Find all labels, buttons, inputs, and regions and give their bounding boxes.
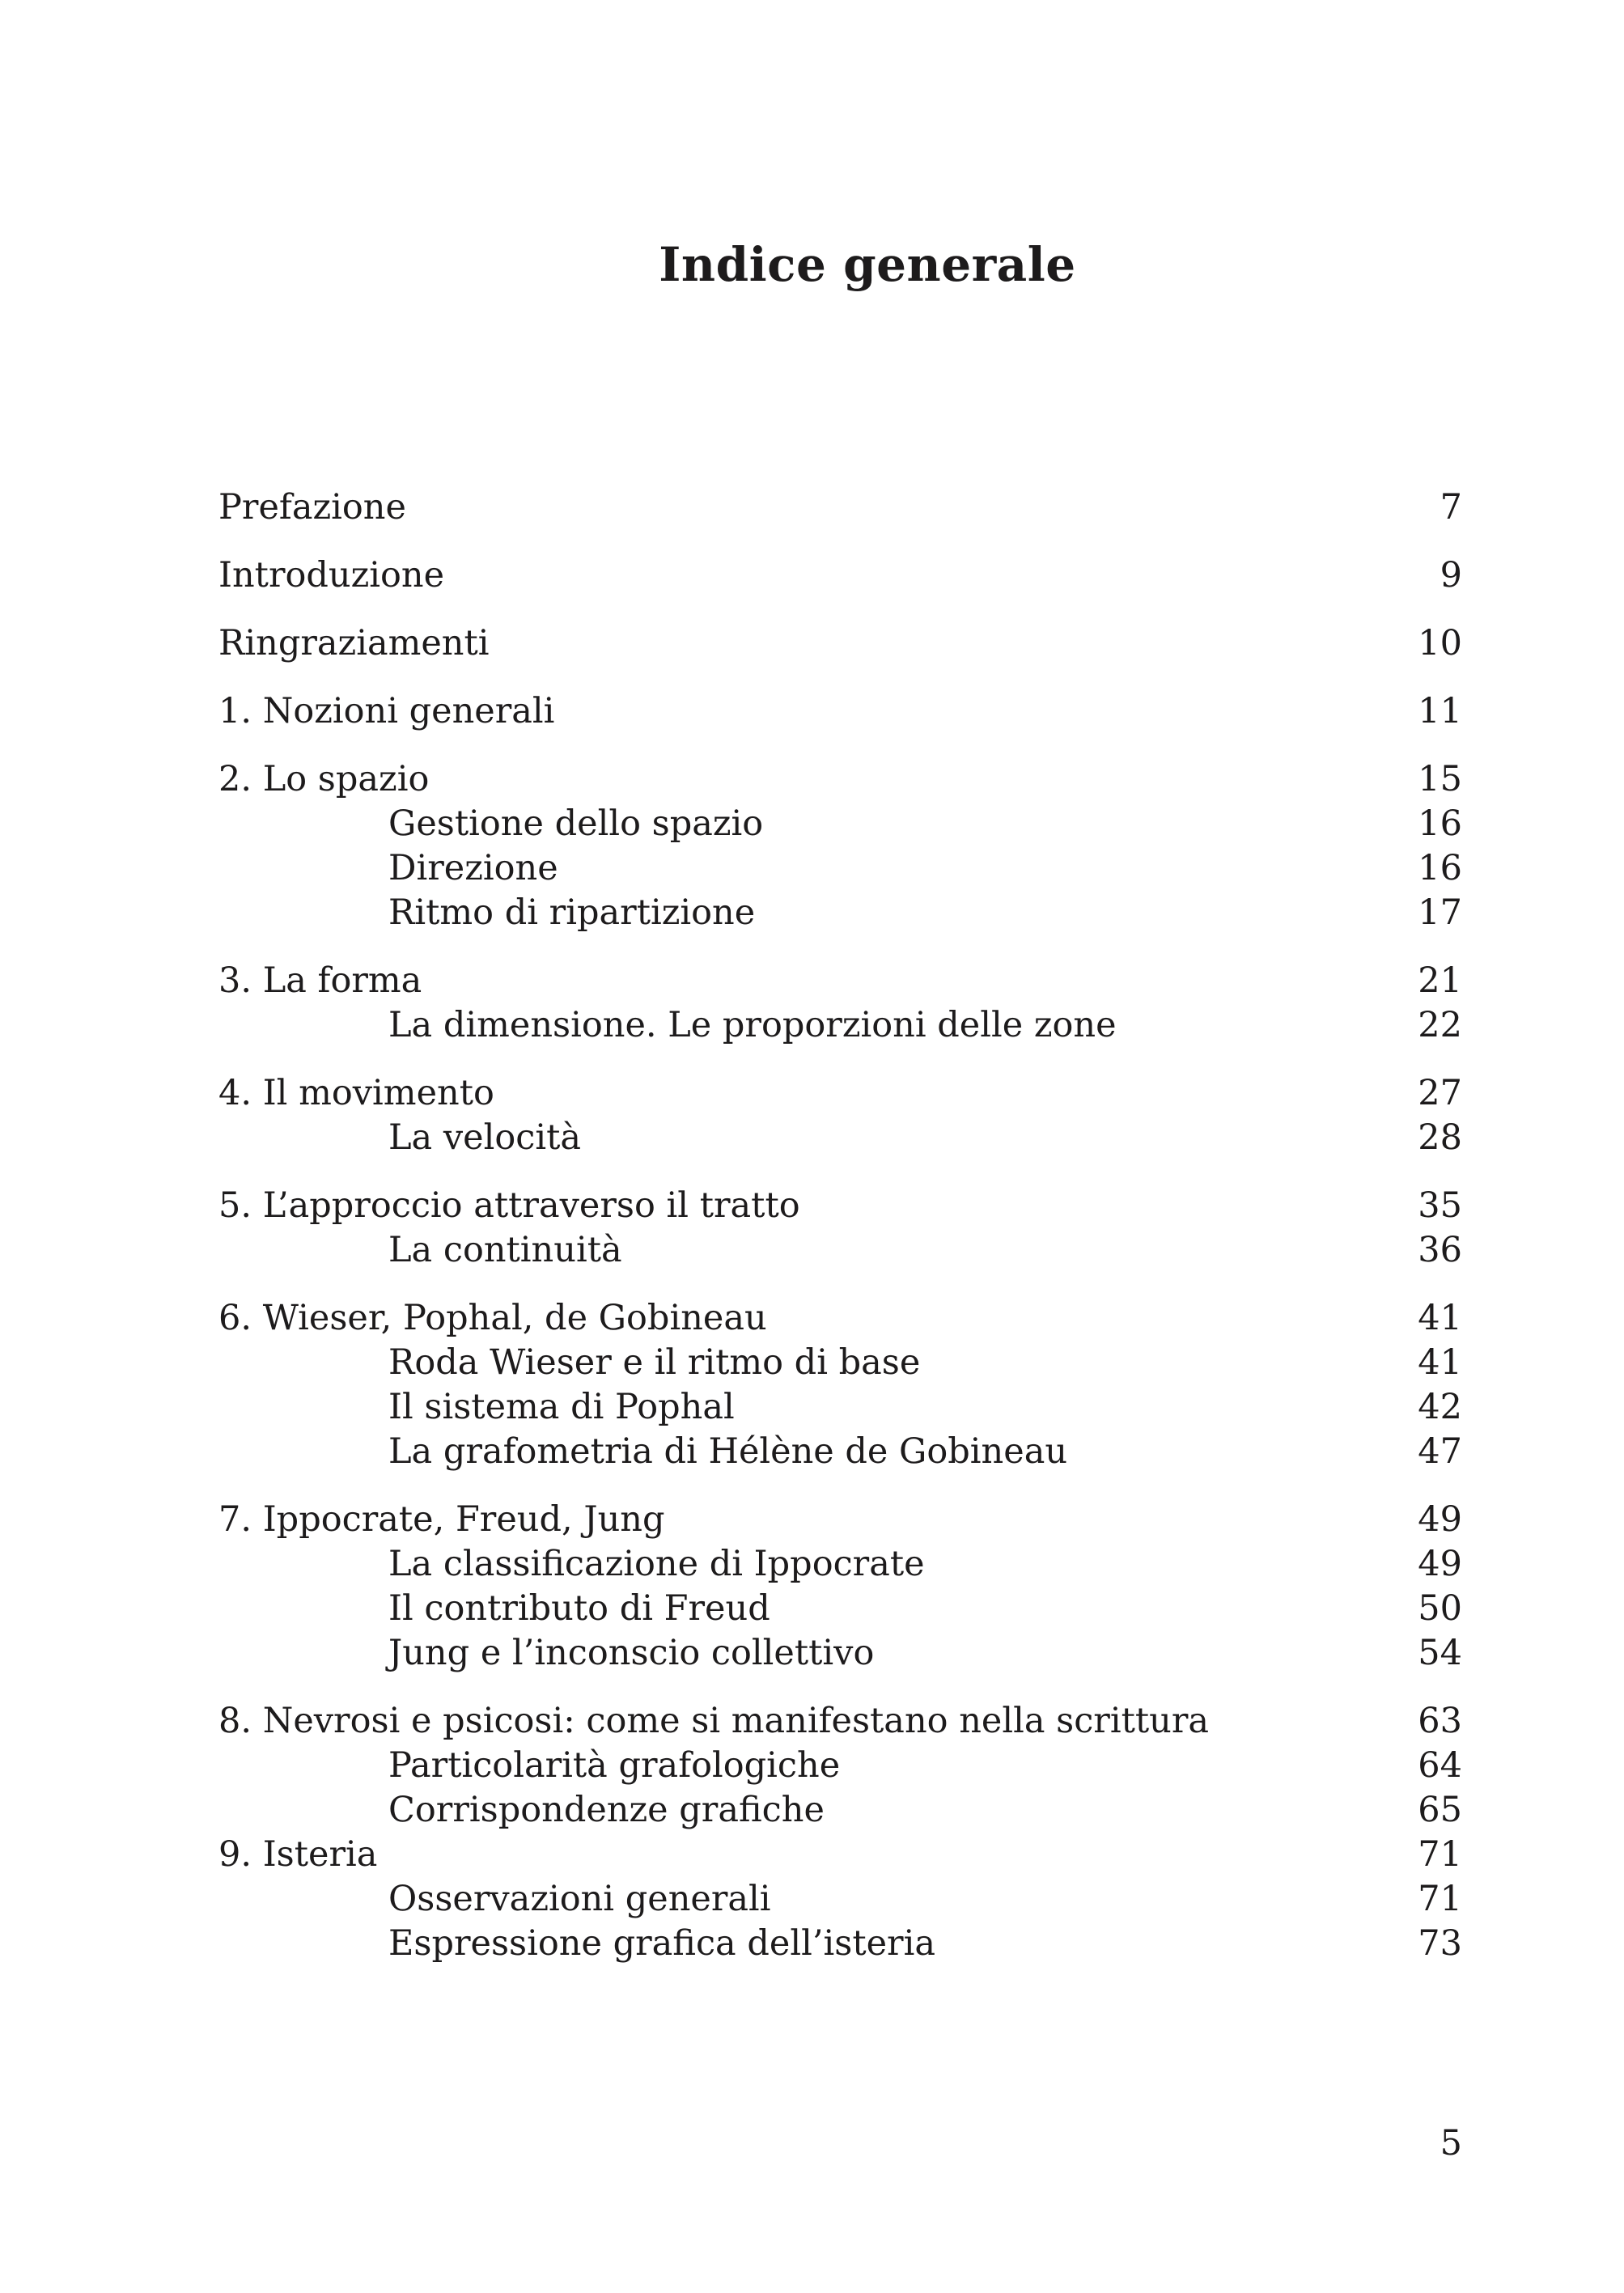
- toc-entry-label: La dimensione. Le proporzioni delle zone: [388, 1005, 1117, 1045]
- toc-entry-page-number: 71: [1418, 1879, 1462, 1919]
- toc-entry-page-number: 35: [1418, 1185, 1462, 1226]
- toc-entry-label: 9. Isteria: [218, 1834, 378, 1875]
- toc-entry-label: 6. Wieser, Pophal, de Gobineau: [218, 1298, 767, 1338]
- toc-entry-page-number: 71: [1418, 1834, 1462, 1875]
- toc-section-row: [218, 1296, 1462, 1341]
- toc-entry-page-number: 11: [1418, 691, 1462, 731]
- toc-entry-label: Roda Wieser e il ritmo di base: [388, 1342, 921, 1383]
- toc-entry-label: Il contributo di Freud: [388, 1588, 770, 1629]
- toc-section-row: [218, 621, 1462, 666]
- toc-entry-label: 4. Il movimento: [218, 1073, 494, 1113]
- toc-section-row: [218, 757, 1462, 802]
- toc-subentry-row: [218, 802, 1462, 846]
- toc-section-row: [218, 1833, 1462, 1877]
- toc-entry-label: Il sistema di Pophal: [388, 1387, 735, 1427]
- toc-entry-page-number: 73: [1418, 1923, 1462, 1964]
- toc-entry-page-number: 65: [1418, 1790, 1462, 1830]
- toc-entry-page-number: 10: [1418, 623, 1462, 663]
- toc-entry-label: Introduzione: [218, 555, 445, 596]
- toc-subentry-row: [218, 1922, 1462, 1966]
- toc-subentry-row: [218, 1228, 1462, 1273]
- toc-entry-label: La classificazione di Ippocrate: [388, 1544, 925, 1584]
- toc-list: [218, 485, 1462, 1966]
- toc-section-row: [218, 1699, 1462, 1744]
- toc-entry-page-number: 41: [1418, 1342, 1462, 1383]
- toc-subentry-row: [218, 1744, 1462, 1788]
- toc-entry-label: 3. La forma: [218, 960, 422, 1001]
- toc-entry-page-number: 41: [1418, 1298, 1462, 1338]
- toc-entry-label: 8. Nevrosi e psicosi: come si manifestano nella scrittura: [218, 1701, 1210, 1741]
- toc-entry-label: 7. Ippocrate, Freud, Jung: [218, 1499, 665, 1540]
- toc-entry-page-number: 47: [1418, 1431, 1462, 1472]
- toc-section-row: [218, 959, 1462, 1003]
- toc-entry-page-number: 49: [1418, 1544, 1462, 1584]
- toc-entry-label: Gestione dello spazio: [388, 803, 764, 844]
- toc-subentry-row: [218, 846, 1462, 891]
- toc-entry-label: Ritmo di ripartizione: [388, 892, 756, 933]
- toc-entry-label: Ringraziamenti: [218, 623, 490, 663]
- toc-subentry-row: [218, 1788, 1462, 1833]
- toc-entry-label: La velocità: [388, 1117, 581, 1158]
- toc-entry-page-number: 16: [1418, 803, 1462, 844]
- toc-subentry-row: [218, 1116, 1462, 1160]
- toc-section-row: [218, 689, 1462, 734]
- toc-section-row: [218, 1071, 1462, 1116]
- toc-entry-page-number: 7: [1440, 487, 1462, 528]
- toc-section-row: [218, 485, 1462, 530]
- toc-subentry-row: [218, 1631, 1462, 1676]
- toc-entry-page-number: 9: [1440, 555, 1462, 596]
- toc-entry-page-number: 36: [1418, 1230, 1462, 1270]
- toc-entry-page-number: 22: [1418, 1005, 1462, 1045]
- toc-entry-page-number: 15: [1418, 759, 1462, 799]
- toc-entry-label: Direzione: [388, 848, 558, 888]
- toc-subentry-row: [218, 1877, 1462, 1922]
- toc-entry-label: La continuità: [388, 1230, 622, 1270]
- toc-section-row: [218, 553, 1462, 598]
- toc-entry-page-number: 16: [1418, 848, 1462, 888]
- toc-entry-page-number: 63: [1418, 1701, 1462, 1741]
- toc-section-row: [218, 1498, 1462, 1542]
- toc-subentry-row: [218, 1430, 1462, 1474]
- toc-section-row: [218, 1184, 1462, 1228]
- toc-entry-label: La grafometria di Hélène de Gobineau: [388, 1431, 1068, 1472]
- toc-entry-page-number: 27: [1418, 1073, 1462, 1113]
- toc-subentry-row: [218, 1385, 1462, 1430]
- toc-entry-page-number: 28: [1418, 1117, 1462, 1158]
- toc-subentry-row: [218, 1542, 1462, 1587]
- page-title: Indice generale: [659, 237, 1076, 292]
- toc-entry-label: Jung e l’inconscio collettivo: [388, 1633, 875, 1673]
- toc-entry-page-number: 49: [1418, 1499, 1462, 1540]
- folio-page-number: 5: [1440, 2123, 1462, 2164]
- toc-entry-page-number: 54: [1418, 1633, 1462, 1673]
- toc-subentry-row: [218, 1587, 1462, 1631]
- toc-entry-label: 5. L’approccio attraverso il tratto: [218, 1185, 800, 1226]
- toc-entry-label: Prefazione: [218, 487, 406, 528]
- toc-entry-page-number: 17: [1418, 892, 1462, 933]
- toc-subentry-row: [218, 1003, 1462, 1048]
- toc-entry-page-number: 21: [1418, 960, 1462, 1001]
- toc-entry-label: 2. Lo spazio: [218, 759, 430, 799]
- toc-subentry-row: [218, 891, 1462, 935]
- toc-entry-label: Particolarità grafologiche: [388, 1745, 841, 1786]
- toc-entry-page-number: 64: [1418, 1745, 1462, 1786]
- toc-entry-page-number: 42: [1418, 1387, 1462, 1427]
- toc-entry-label: 1. Nozioni generali: [218, 691, 555, 731]
- toc-entry-label: Espressione grafica dell’isteria: [388, 1923, 935, 1964]
- toc-entry-page-number: 50: [1418, 1588, 1462, 1629]
- toc-subentry-row: [218, 1341, 1462, 1385]
- toc-entry-label: Osservazioni generali: [388, 1879, 771, 1919]
- toc-entry-label: Corrispondenze grafiche: [388, 1790, 825, 1830]
